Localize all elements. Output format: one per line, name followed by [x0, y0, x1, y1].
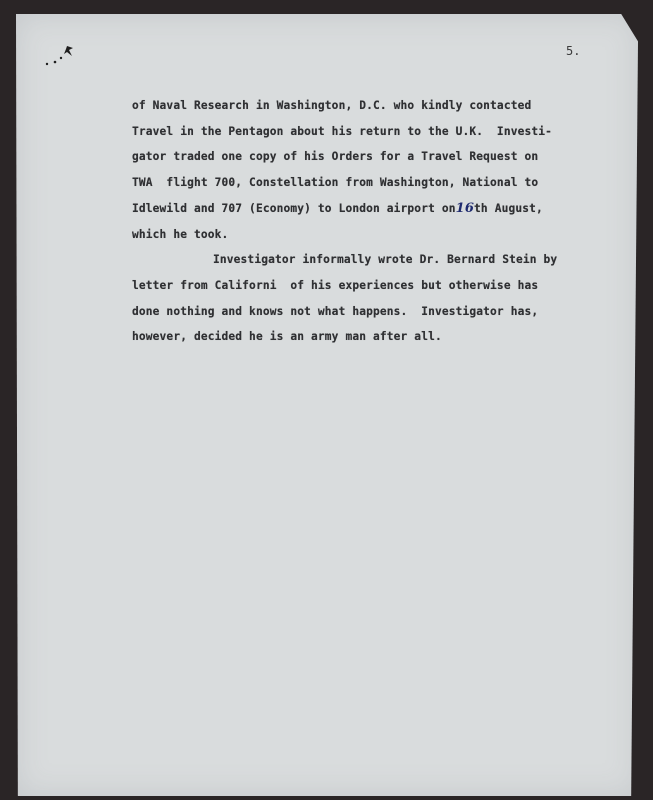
typed-body-text [132, 93, 612, 350]
page-number: 5. [566, 44, 581, 58]
text-line: letter from Californi of his experiences but otherwise has [132, 278, 539, 292]
text-segment: th August, [474, 201, 543, 215]
text-line: of Naval Research in Washington, D.C. who kindly contacted [132, 99, 532, 112]
text-line: Travel in the Pentagon about his return to the U.K. Investi- [132, 124, 553, 138]
text-line: done nothing and knows not what happens. Investigator has, [132, 304, 539, 318]
text-line: gator traded one copy of his Orders for a Travel Request on [132, 150, 539, 164]
text-line: TWA flight 700, Constellation from Washington, National to [132, 176, 539, 190]
text-line: which he took. [132, 227, 229, 241]
handwritten-date: 16 [455, 200, 475, 216]
text-line: however, decided he is an army man after all. [132, 330, 442, 344]
corner-ink-mark [31, 42, 81, 72]
text-segment: Idlewild and 707 (Economy) to London airport on [132, 201, 456, 215]
text-line-indented: Investigator informally wrote Dr. Bernard Stein by [213, 253, 558, 267]
text-line [132, 196, 612, 222]
